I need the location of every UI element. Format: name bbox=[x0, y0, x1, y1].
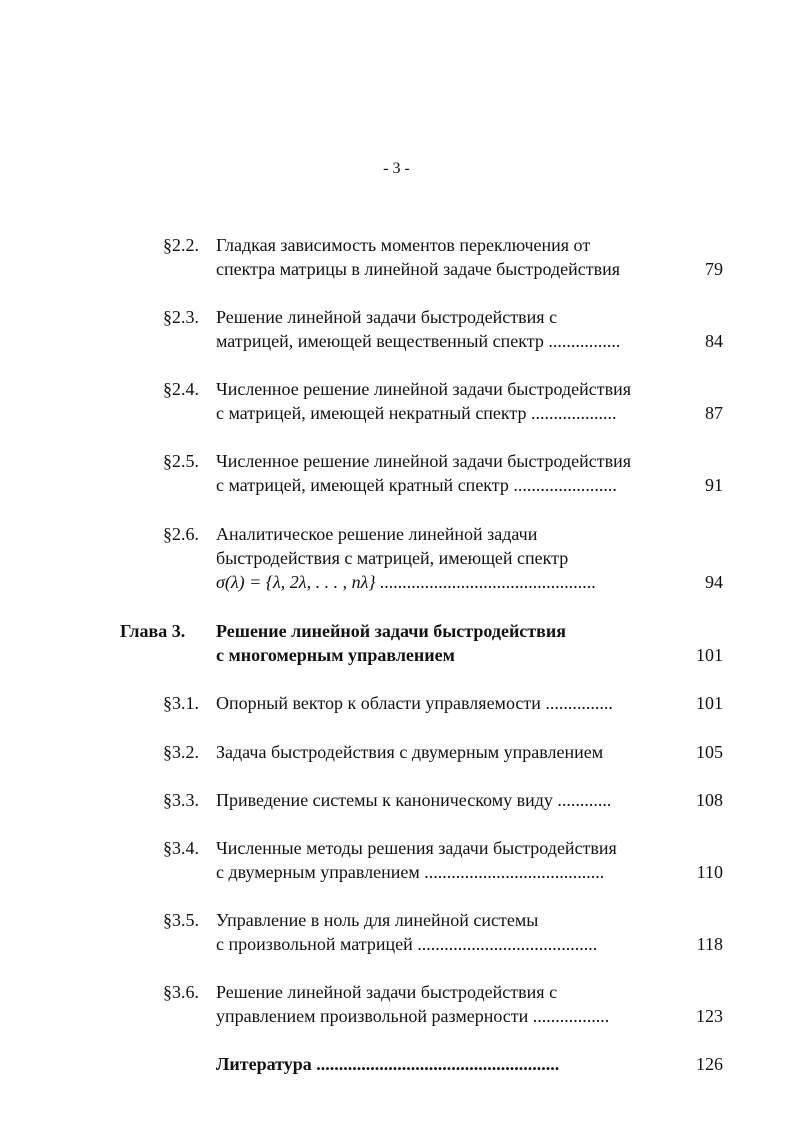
section-title-line: Аналитическое решение линейной задачи bbox=[216, 524, 538, 544]
section-title-line: Численное решение линейной задачи быстродействия bbox=[216, 379, 632, 399]
section-title bbox=[216, 377, 631, 425]
toc-entry-2-3[interactable] bbox=[163, 305, 733, 353]
section-title bbox=[216, 908, 597, 956]
section-number: §3.4. bbox=[163, 838, 199, 858]
section-title-line: быстродействия с матрицей, имеющей спектр bbox=[216, 548, 569, 568]
page-ref: 108 bbox=[696, 790, 723, 810]
section-title-formula-line: σ(λ) = {λ, 2λ, . . . , nλ} ................................................ bbox=[216, 572, 597, 592]
page-ref: 101 bbox=[696, 645, 723, 665]
section-title-line: с двумерным управлением ........................................ bbox=[216, 862, 605, 882]
page-ref: 94 bbox=[705, 572, 723, 592]
page-ref: 101 bbox=[696, 693, 723, 713]
section-number: §2.6. bbox=[163, 524, 199, 544]
literature-label: Литература ...................................................... bbox=[216, 1054, 560, 1074]
section-title-line: управлением произвольной размерности ................. bbox=[216, 1006, 610, 1026]
section-title bbox=[216, 836, 617, 884]
section-title bbox=[216, 788, 611, 812]
section-title-line: с матрицей, имеющей кратный спектр ....................... bbox=[216, 475, 617, 495]
section-number: §3.3. bbox=[163, 790, 199, 810]
section-title-line: Опорный вектор к области управляемости ............... bbox=[216, 693, 613, 713]
section-number: §3.5. bbox=[163, 910, 199, 930]
section-number: §2.5. bbox=[163, 451, 199, 471]
toc-entry-3-5[interactable] bbox=[163, 908, 733, 956]
literature-title bbox=[216, 1052, 559, 1076]
page-ref: 110 bbox=[696, 862, 723, 882]
section-title bbox=[216, 449, 631, 497]
section-title-line: спектра матрицы в линейной задаче быстродействия bbox=[216, 259, 620, 279]
page-number: - 3 - bbox=[383, 160, 410, 177]
section-title-line: Численное решение линейной задачи быстродействия bbox=[216, 451, 632, 471]
section-title-line: Численные методы решения задачи быстродействия bbox=[216, 838, 617, 858]
section-title-line: Решение линейной задачи быстродействия с bbox=[216, 307, 558, 327]
toc-entry-3-6[interactable] bbox=[163, 980, 733, 1028]
toc-entry-2-2[interactable] bbox=[163, 233, 733, 281]
section-title-line: Управление в ноль для линейной системы bbox=[216, 910, 539, 930]
section-number: §3.1. bbox=[163, 693, 199, 713]
section-title-line: Решение линейной задачи быстродействия с bbox=[216, 982, 558, 1002]
page-ref: 118 bbox=[696, 934, 723, 954]
chapter-title-line: Решение линейной задачи быстродействия bbox=[216, 621, 566, 641]
toc-entry-3-2[interactable] bbox=[163, 740, 733, 764]
section-number: §3.6. bbox=[163, 982, 199, 1002]
section-title bbox=[216, 740, 603, 764]
toc-chapter-3[interactable] bbox=[120, 619, 733, 667]
page-ref: 79 bbox=[705, 259, 723, 279]
page-ref: 87 bbox=[705, 403, 723, 423]
toc-entry-2-5[interactable] bbox=[163, 449, 733, 497]
section-title bbox=[216, 305, 620, 353]
section-number: §2.2. bbox=[163, 235, 199, 255]
section-number: §3.2. bbox=[163, 742, 199, 762]
page-ref: 105 bbox=[696, 742, 723, 762]
page-ref: 126 bbox=[696, 1054, 723, 1074]
section-title-line: матрицей, имеющей вещественный спектр ................ bbox=[216, 331, 621, 351]
section-title-line: с матрицей, имеющей некратный спектр ................... bbox=[216, 403, 617, 423]
toc-entry-2-4[interactable] bbox=[163, 377, 733, 425]
section-title bbox=[216, 522, 596, 594]
section-number: §2.4. bbox=[163, 379, 199, 399]
section-title-line: Гладкая зависимость моментов переключения от bbox=[216, 235, 591, 255]
toc-entry-2-6[interactable] bbox=[163, 522, 733, 594]
toc-entry-3-3[interactable] bbox=[163, 788, 733, 812]
chapter-title-line: с многомерным управлением bbox=[216, 645, 455, 665]
page-ref: 84 bbox=[705, 331, 723, 351]
section-title-line: Приведение системы к каноническому виду ............ bbox=[216, 790, 612, 810]
page-ref: 91 bbox=[705, 475, 723, 495]
toc-entry-3-1[interactable] bbox=[163, 691, 733, 715]
section-title-line: с произвольной матрицей ........................................ bbox=[216, 934, 598, 954]
toc-literature[interactable] bbox=[163, 1052, 733, 1076]
section-title bbox=[216, 980, 609, 1028]
chapter-number: Глава 3. bbox=[120, 621, 186, 641]
section-title bbox=[216, 233, 620, 281]
chapter-title bbox=[216, 619, 566, 667]
section-title bbox=[216, 691, 613, 715]
section-number: §2.3. bbox=[163, 307, 199, 327]
page-ref: 123 bbox=[696, 1006, 723, 1026]
section-title-line: Задача быстродействия с двумерным управлением bbox=[216, 742, 604, 762]
toc-entry-3-4[interactable] bbox=[163, 836, 733, 884]
